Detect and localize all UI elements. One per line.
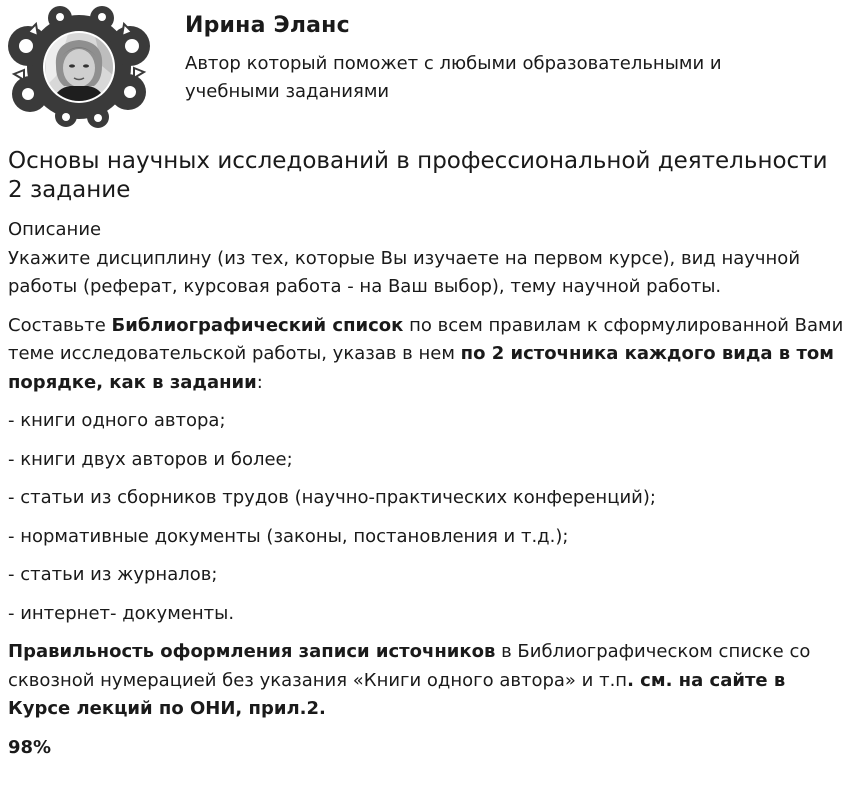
- film-reel-avatar-frame: [6, 6, 152, 128]
- formatting-rules: Правильность оформления записи источников в Библиографическом списке со сквозной нумерацией без указания «Книги одного автора» и т.п. см. на сайте в Курсе лекций по ОНИ, прил.2.: [8, 641, 811, 719]
- list-item: - интернет- документы.: [8, 602, 235, 624]
- task-content: [8, 216, 844, 762]
- sources-requirement: по 2 источника каждого вида в том порядке, как в задании: [8, 343, 834, 393]
- list-item: - нормативные документы (законы, постановления и т.д.);: [8, 525, 569, 547]
- description-text: Укажите дисциплину (из тех, которые Вы изучаете на первом курсе), вид научной работы (реферат, курсовая работа - на Ваш выбор), тему научной работы.: [8, 247, 801, 297]
- page-title: Основы научных исследований в профессиональной деятельности 2 задание: [8, 148, 828, 203]
- author-bio: Автор который поможет с любыми образовательными и учебными заданиями: [185, 53, 722, 102]
- author-avatar[interactable]: [6, 6, 152, 128]
- score-value: 98%: [8, 736, 52, 758]
- list-item: - книги двух авторов и более;: [8, 448, 293, 470]
- author-name[interactable]: Ирина Эланс: [185, 13, 350, 38]
- description-label: Описание: [8, 219, 102, 240]
- list-item: - статьи из журналов;: [8, 564, 218, 585]
- list-item: - статьи из сборников трудов (научно-практических конференций);: [8, 487, 656, 508]
- compose-instruction: Составьте Библиографический список по всем правилам к сформулированной Вами теме исследовательской работы, указав в нем по 2 источника каждого вида в том порядке, как в задании:: [8, 314, 844, 393]
- bibliography-term: Библиографический список: [111, 314, 404, 336]
- list-item: - книги одного автора;: [8, 410, 226, 431]
